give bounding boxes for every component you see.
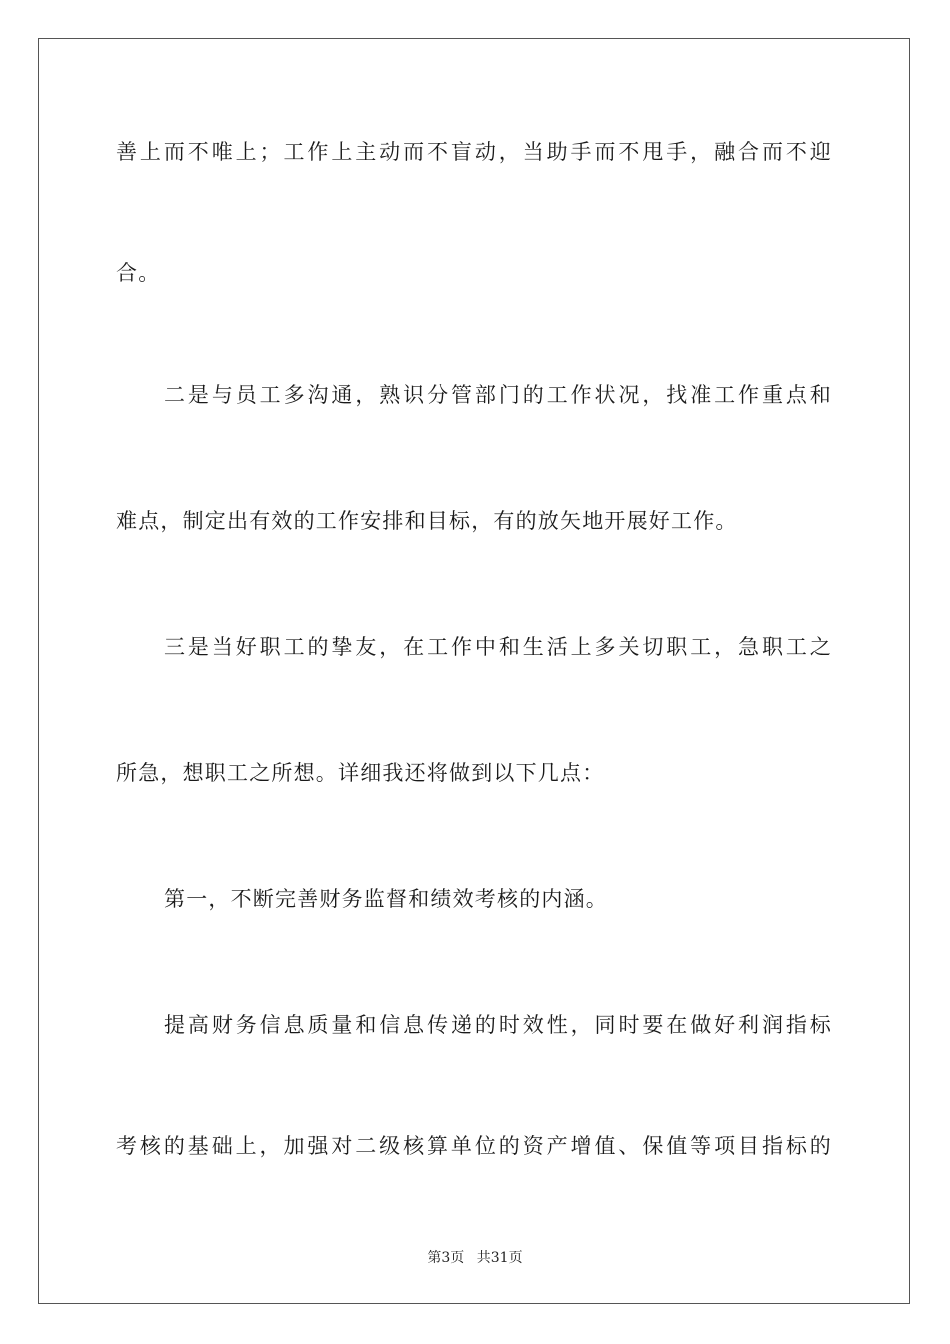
- paragraph-5-line-2: 考核的基础上，加强对二级核算单位的资产增值、保值等项目指标的: [116, 1134, 832, 1158]
- page-footer: [0, 1247, 950, 1267]
- paragraph-4-line-1: 第一，不断完善财务监督和绩效考核的内涵。: [164, 887, 608, 911]
- text-line-2: 合。: [116, 261, 161, 285]
- page-border: [38, 38, 910, 1304]
- paragraph-2-line-1: 二是与员工多沟通，熟识分管部门的工作状况，找准工作重点和: [164, 383, 832, 407]
- page-number: 第3页: [427, 1250, 465, 1266]
- text-line-1: 善上而不唯上；工作上主动而不盲动，当助手而不甩手，融合而不迎: [116, 140, 832, 164]
- page-total: 共31页: [476, 1250, 523, 1266]
- paragraph-3-line-1: 三是当好职工的挚友，在工作中和生活上多关切职工，急职工之: [164, 635, 832, 659]
- paragraph-2-line-2: 难点，制定出有效的工作安排和目标，有的放矢地开展好工作。: [116, 509, 738, 533]
- paragraph-3-line-2: 所急，想职工之所想。详细我还将做到以下几点：: [116, 761, 605, 785]
- paragraph-5-line-1: 提高财务信息质量和信息传递的时效性，同时要在做好利润指标: [164, 1013, 832, 1037]
